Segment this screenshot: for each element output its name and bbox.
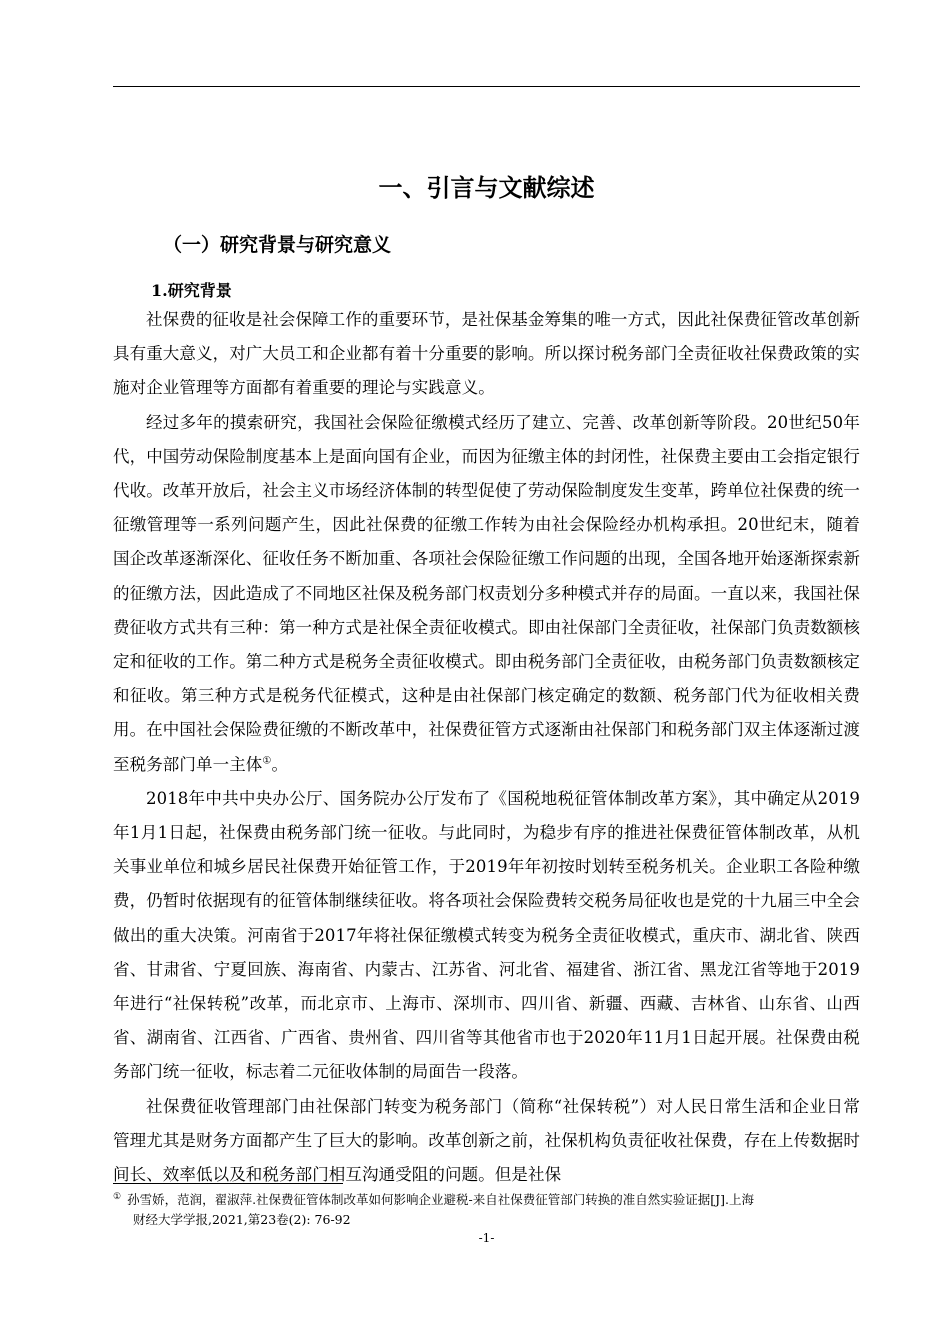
paragraph-4-text: 社保费征收管理部门由社保部门转变为税务部门（简称“社保转税”）对人民日常生活和企业日常管理尤其是财务方面都产生了巨大的影响。改革创新之前，社保机构负责征收社保费，存在上传数据时间长、效率低以及和税务部门相互沟通受阻的问题。但是社保 bbox=[113, 1096, 860, 1185]
chapter-title: 一、引言与文献综述 bbox=[378, 173, 595, 202]
footnote-line-2: 财经大学学报,2021,第23卷(2): 76-92 bbox=[133, 1212, 351, 1227]
page-number: -1- bbox=[478, 1231, 495, 1245]
paragraph-4 bbox=[113, 1090, 860, 1193]
paragraph-1-text: 社保费的征收是社会保障工作的重要环节，是社保基金筹集的唯一方式，因此社保费征管改革创新具有重大意义，对广大员工和企业都有着十分重要的影响。所以探讨税务部门全责征收社保费政策的实施对企业管理等方面都有着重要的理论与实践意义。 bbox=[113, 310, 860, 398]
paragraph-2-text: 经过多年的摸索研究，我国社会保险征缴模式经历了建立、完善、改革创新等阶段。20世纪50年代，中国劳动保险制度基本上是面向国有企业，而因为征缴主体的封闭性，社保费主要由工会指定银行代收。改革开放后，社会主义市场经济体制的转型促使了劳动保险制度发生变革，跨单位社保费的统一征缴管理等一系列问题产生，因此社保费的征缴工作转为由社会保险经办机构承担。20世纪末，随着国企改革逐渐深化、征收任务不断加重、各项社会保险征缴工作问题的出现，全国各地开始逐渐探索新的征缴方法，因此造成了不同地区社保及税务部门权责划分多种模式并存的局面。一直以来，我国社保费征收方式共有三种：第一种方式是社保全责征收模式。即由社保部门全责征收，社保部门负责数额核定和征收的工作。第二种方式是税务全责征收模式。即由税务部门全责征收，由税务部门负责数额核定和征收。第三种方式是税务代征模式，这种是由社保部门核定确定的数额、税务部门代为征收相关费用。在中国社会保险费征缴的不断改革中，社保费征管方式逐渐由社保部门和税务部门双主体逐渐过渡至税务部门单一主体 bbox=[113, 412, 860, 774]
footnote-reference[interactable]: ① bbox=[262, 755, 272, 767]
body-text bbox=[113, 303, 860, 1192]
paragraph-3 bbox=[113, 782, 860, 1090]
paragraph-1 bbox=[113, 303, 860, 406]
footnote-rule bbox=[113, 1183, 343, 1184]
paragraph-3-text: 2018年中共中央办公厅、国务院办公厅发布了《国税地税征管体制改革方案》，其中确定从2019年1月1日起，社保费由税务部门统一征收。与此同时，为稳步有序的推进社保费征管体制改革，从机关事业单位和城乡居民社保费开始征管工作，于2019年年初按时划转至税务机关。企业职工各险种缴费，仍暂时依据现有的征管体制继续征收。将各项社会保险费转交税务局征收也是党的十九届三中全会做出的重大决策。河南省于2017年将社保征缴模式转变为税务全责征收模式，重庆市、湖北省、陕西省、甘肃省、宁夏回族、海南省、内蒙古、江苏省、河北省、福建省、浙江省、黑龙江省等地于2019年进行“社保转税”改革，而北京市、上海市、深圳市、四川省、新疆、西藏、吉林省、山东省、山西省、湖南省、江西省、广西省、贵州省、四川省等其他省市也于2020年11月1日起开展。社保费由税务部门统一征收，标志着二元征收体制的局面告一段落。 bbox=[113, 788, 860, 1082]
footnote-line-1: 孙雪娇，范润，翟淑萍.社保费征管体制改革如何影响企业避税-来自社保费征管部门转换的准自然实验证据[J].上海 bbox=[127, 1192, 755, 1207]
paragraph-2-tail: 。 bbox=[271, 754, 289, 774]
section-title: （一）研究背景与研究意义 bbox=[163, 234, 392, 256]
footnote-marker: ① bbox=[113, 1191, 122, 1202]
paragraph-2 bbox=[113, 406, 860, 782]
footnote bbox=[113, 1190, 860, 1230]
subsection-title: 1.研究背景 bbox=[151, 281, 232, 300]
header-rule bbox=[113, 86, 860, 87]
